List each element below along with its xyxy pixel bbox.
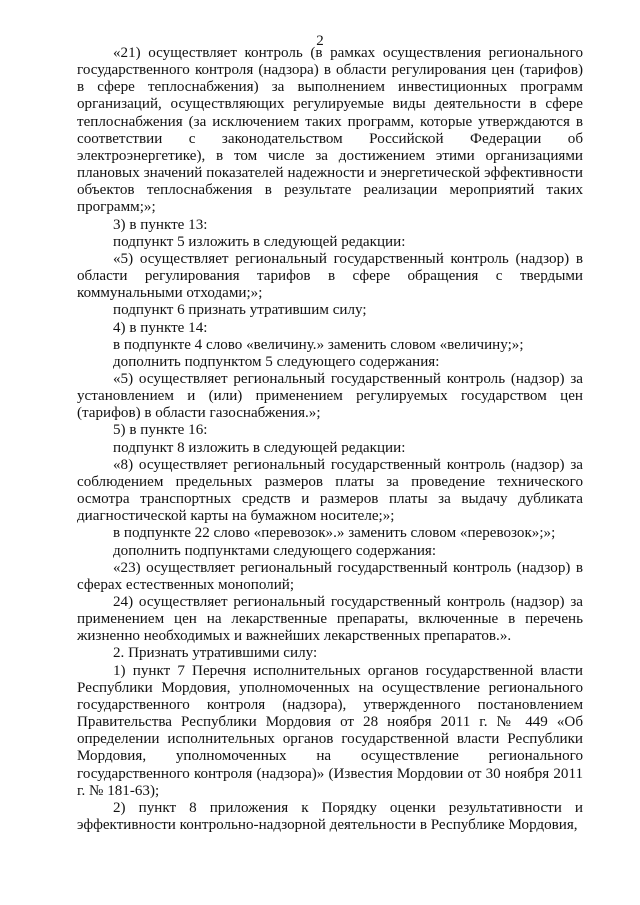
paragraph: «5) осуществляет региональный государственный контроль (надзор) за установлением и (или) применением регулируемых государством цен (тарифов) в области газоснабжения.»;	[77, 370, 583, 422]
document-body	[77, 45, 583, 834]
paragraph: «8) осуществляет региональный государственный контроль (надзор) за соблюдением предельных размеров платы за проведение технического осмотра транспортных средств и размеров платы за выдачу дубликата диагностической карты на бумажном носителе;»;	[77, 456, 583, 525]
paragraph: подпункт 8 изложить в следующей редакции:	[113, 439, 406, 456]
paragraph: в подпункте 22 слово «перевозок».» заменить словом «перевозок»;»;	[113, 525, 556, 542]
paragraph: 5) в пункте 16:	[113, 422, 208, 439]
page-number: 2	[316, 33, 324, 49]
paragraph: 2) пункт 8 приложения к Порядку оценки результативности и эффективности контрольно-надзорной деятельности в Республике Мордовия,	[77, 799, 583, 834]
paragraph: подпункт 5 изложить в следующей редакции:	[113, 233, 406, 250]
paragraph: «23) осуществляет региональный государственный контроль (надзор) в сферах естественных монополий;	[77, 559, 583, 593]
paragraph: 2. Признать утратившими силу:	[113, 645, 318, 662]
paragraph: 24) осуществляет региональный государственный контроль (надзор) за применением цен на лекарственные препараты, включенные в перечень жизненно необходимых и важнейших лекарственных препаратов.».	[77, 594, 583, 645]
paragraph: дополнить подпунктом 5 следующего содержания:	[113, 353, 440, 370]
paragraph: 4) в пункте 14:	[113, 319, 208, 336]
paragraph: подпункт 6 признать утратившим силу;	[113, 302, 367, 319]
paragraph: 1) пункт 7 Перечня исполнительных органов государственной власти Республики Мордовия, уполномоченных на осуществление регионального государственного контроля (надзора), утвержденного постановлением Правительства Республики Мордовия от 28 ноября 2011 г. № 449 «Об определении исполнительных органов государственной власти Республики Мордовия, уполномоченных на осуществление регионального государственного контроля (надзора)» (Известия Мордовии от 30 ноября 2011 г. № 181-63);	[77, 662, 583, 799]
paragraph: дополнить подпунктами следующего содержания:	[113, 542, 437, 559]
paragraph: в подпункте 4 слово «величину.» заменить словом «величину;»;	[113, 336, 524, 353]
paragraph: 3) в пункте 13:	[113, 216, 208, 233]
paragraph: «5) осуществляет региональный государственный контроль (надзор) в области регулирования тарифов в сфере обращения с твердыми коммунальными отходами;»;	[77, 250, 583, 302]
paragraph: «21) осуществляет контроль (в рамках осуществления регионального государственного контроля (надзора) в области регулирования цен (тарифов) в сфере теплоснабжения) за выполнением инвестиционных программ организаций, осуществляющих регулируемые виды деятельности в сфере теплоснабжения (за исключением таких программ, которые утверждаются в соответствии с законодательством Российской Федерации об электроэнергетике), в том числе за достижением этими организациями плановых значений показателей надежности и энергетической эффективности объектов теплоснабжения в результате реализации мероприятий таких программ;»;	[77, 45, 583, 216]
